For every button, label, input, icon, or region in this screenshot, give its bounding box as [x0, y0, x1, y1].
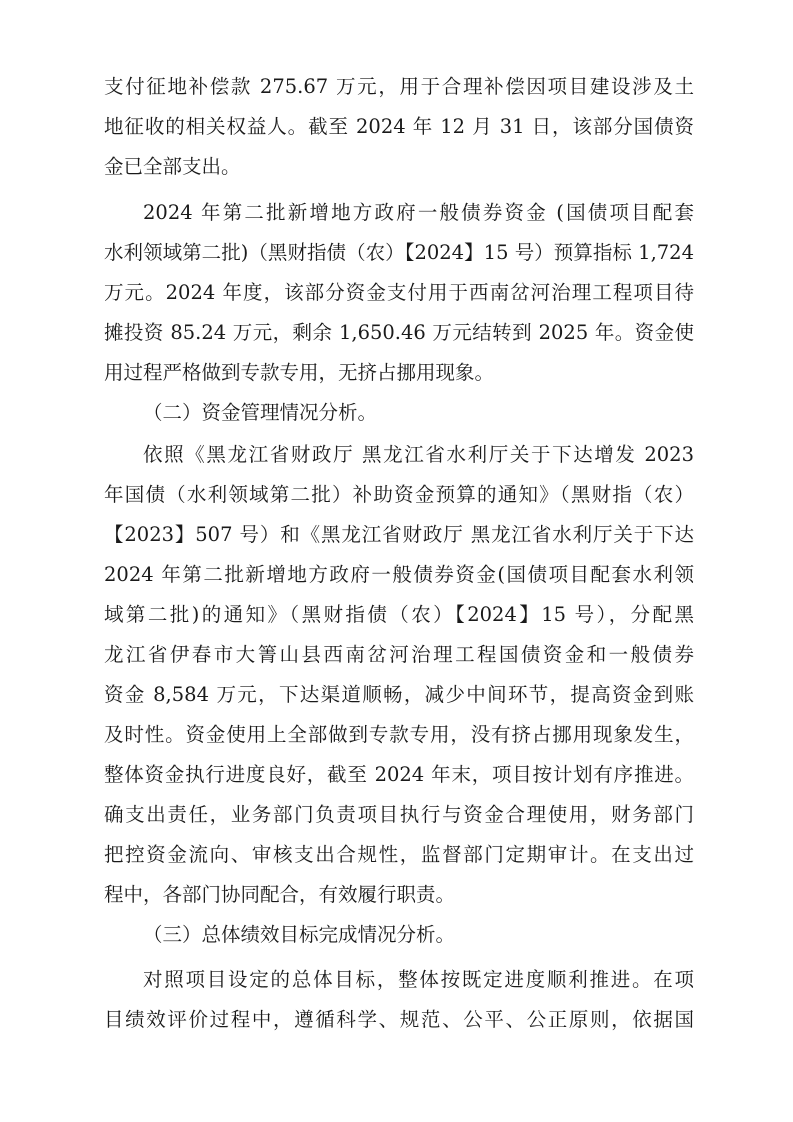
text-line: 对照项目设定的总体目标，整体按既定进度顺利推进。在项: [143, 968, 694, 991]
text-line: 地征收的相关权益人。截至 2024 年 12 月 31 日，该部分国债资: [104, 115, 694, 138]
text-line: 龙江省伊春市大箐山县西南岔河治理工程国债资金和一般债券: [104, 643, 694, 666]
text-line: 域第二批)的通知》（黑财指债（农）【2024】15 号），分配黑: [104, 603, 694, 626]
text-line: 摊投资 85.24 万元，剩余 1,650.46 万元结转到 2025 年。资金使: [104, 321, 694, 344]
section-heading: （二）资金管理情况分析。: [143, 401, 378, 424]
text-line: 资金 8,584 万元，下达渠道顺畅，减少中间环节，提高资金到账: [104, 683, 694, 706]
text-line: 目绩效评价过程中，遵循科学、规范、公平、公正原则，依据国: [104, 1008, 694, 1031]
text-line: 用过程严格做到专款专用，无挤占挪用现象。: [104, 361, 495, 384]
text-line: 2024 年第二批新增地方政府一般债券资金(国债项目配套水利领: [104, 563, 694, 586]
text-line: 万元。2024 年度，该部分资金支付用于西南岔河治理工程项目待: [104, 281, 694, 304]
text-line: 支付征地补偿款 275.67 万元，用于合理补偿因项目建设涉及土: [104, 75, 694, 98]
text-line: 【2023】507 号）和《黑龙江省财政厅 黑龙江省水利厅关于下达: [104, 523, 694, 546]
text-line: 依照《黑龙江省财政厅 黑龙江省水利厅关于下达增发 2023: [143, 443, 694, 466]
text-line: 金已全部支出。: [104, 155, 241, 178]
text-line: 程中，各部门协同配合，有效履行职责。: [104, 883, 456, 906]
section-heading: （三）总体绩效目标完成情况分析。: [143, 923, 456, 946]
text-line: 确支出责任，业务部门负责项目执行与资金合理使用，财务部门: [104, 803, 694, 826]
text-line: 及时性。资金使用上全部做到专款专用，没有挤占挪用现象发生，: [104, 723, 694, 746]
text-line: 整体资金执行进度良好，截至 2024 年末，项目按计划有序推进。: [104, 763, 694, 786]
text-line: 年国债（水利领域第二批）补助资金预算的通知》（黑财指（农）: [104, 483, 694, 506]
text-line: 2024 年第二批新增地方政府一般债券资金 (国债项目配套: [143, 201, 694, 224]
text-line: 水利领域第二批)（黑财指债（农）【2024】15 号）预算指标 1,724: [104, 241, 694, 264]
text-line: 把控资金流向、审核支出合规性，监督部门定期审计。在支出过: [104, 843, 694, 866]
